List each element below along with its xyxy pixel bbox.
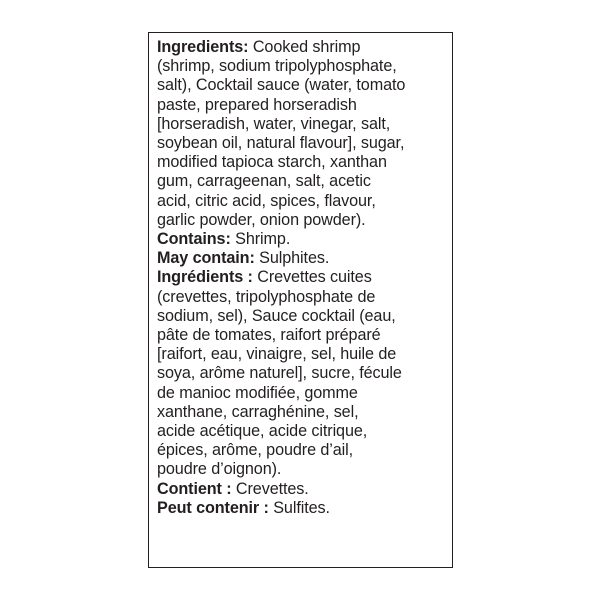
ingredients-line: épices, arôme, poudre d’ail, bbox=[157, 441, 354, 460]
french-contains-text: Crevettes. bbox=[231, 479, 309, 498]
allergen-line bbox=[157, 480, 446, 499]
ingredients-line: poudre d’oignon). bbox=[157, 460, 282, 479]
ingredients-line: acide acétique, acide citrique, bbox=[157, 422, 368, 441]
ingredients-line: [raifort, eau, vinaigre, sel, huile de bbox=[157, 345, 397, 364]
french-contains-heading: Contient : bbox=[157, 479, 232, 498]
ingredients-line bbox=[157, 268, 446, 287]
french-ingredients-text: Crevettes cuites bbox=[252, 268, 372, 287]
ingredients-line: modified tapioca starch, xanthan bbox=[157, 153, 387, 172]
ingredients-line: de manioc modifiée, gomme bbox=[157, 383, 358, 402]
french-ingredients-section bbox=[157, 268, 446, 479]
french-may-contain-text: Sulfites. bbox=[268, 498, 330, 517]
english-contains-heading: Contains: bbox=[157, 230, 231, 249]
ingredients-line: (crevettes, tripolyphosphate de bbox=[157, 287, 376, 306]
ingredients-line bbox=[157, 38, 446, 57]
english-contains-text: Shrimp. bbox=[230, 230, 291, 249]
ingredients-line: pâte de tomates, raifort préparé bbox=[157, 326, 381, 345]
english-may-contain-text: Sulphites. bbox=[254, 249, 330, 268]
allergen-line bbox=[157, 499, 446, 518]
ingredients-line: xanthane, carraghénine, sel, bbox=[157, 402, 359, 421]
english-may-contain-heading: May contain: bbox=[157, 249, 255, 268]
ingredients-line: garlic powder, onion powder). bbox=[157, 210, 366, 229]
english-contains-section bbox=[157, 230, 446, 249]
ingredients-label-panel bbox=[148, 32, 453, 568]
english-ingredients-text: Cooked shrimp bbox=[248, 38, 361, 56]
ingredients-line: salt), Cocktail sauce (water, tomato bbox=[157, 76, 406, 95]
french-may-contain-section bbox=[157, 499, 446, 518]
ingredients-line: paste, prepared horseradish bbox=[157, 95, 357, 114]
ingredients-line: acid, citric acid, spices, flavour, bbox=[157, 191, 376, 210]
english-may-contain-section bbox=[157, 249, 446, 268]
ingredients-line: soya, arôme naturel], sucre, fécule bbox=[157, 364, 402, 383]
allergen-line bbox=[157, 230, 446, 249]
ingredients-line: [horseradish, water, vinegar, salt, bbox=[157, 114, 391, 133]
allergen-line bbox=[157, 249, 446, 268]
french-ingredients-heading: Ingrédients : bbox=[157, 268, 253, 287]
english-ingredients-section bbox=[157, 38, 446, 230]
ingredients-line: sodium, sel), Sauce cocktail (eau, bbox=[157, 306, 396, 325]
ingredients-line: gum, carrageenan, salt, acetic bbox=[157, 172, 371, 191]
french-may-contain-heading: Peut contenir : bbox=[157, 498, 269, 517]
english-ingredients-heading: Ingredients: bbox=[157, 38, 249, 56]
french-contains-section bbox=[157, 480, 446, 499]
ingredients-line: (shrimp, sodium tripolyphosphate, bbox=[157, 57, 397, 76]
ingredients-line: soybean oil, natural flavour], sugar, bbox=[157, 134, 405, 153]
